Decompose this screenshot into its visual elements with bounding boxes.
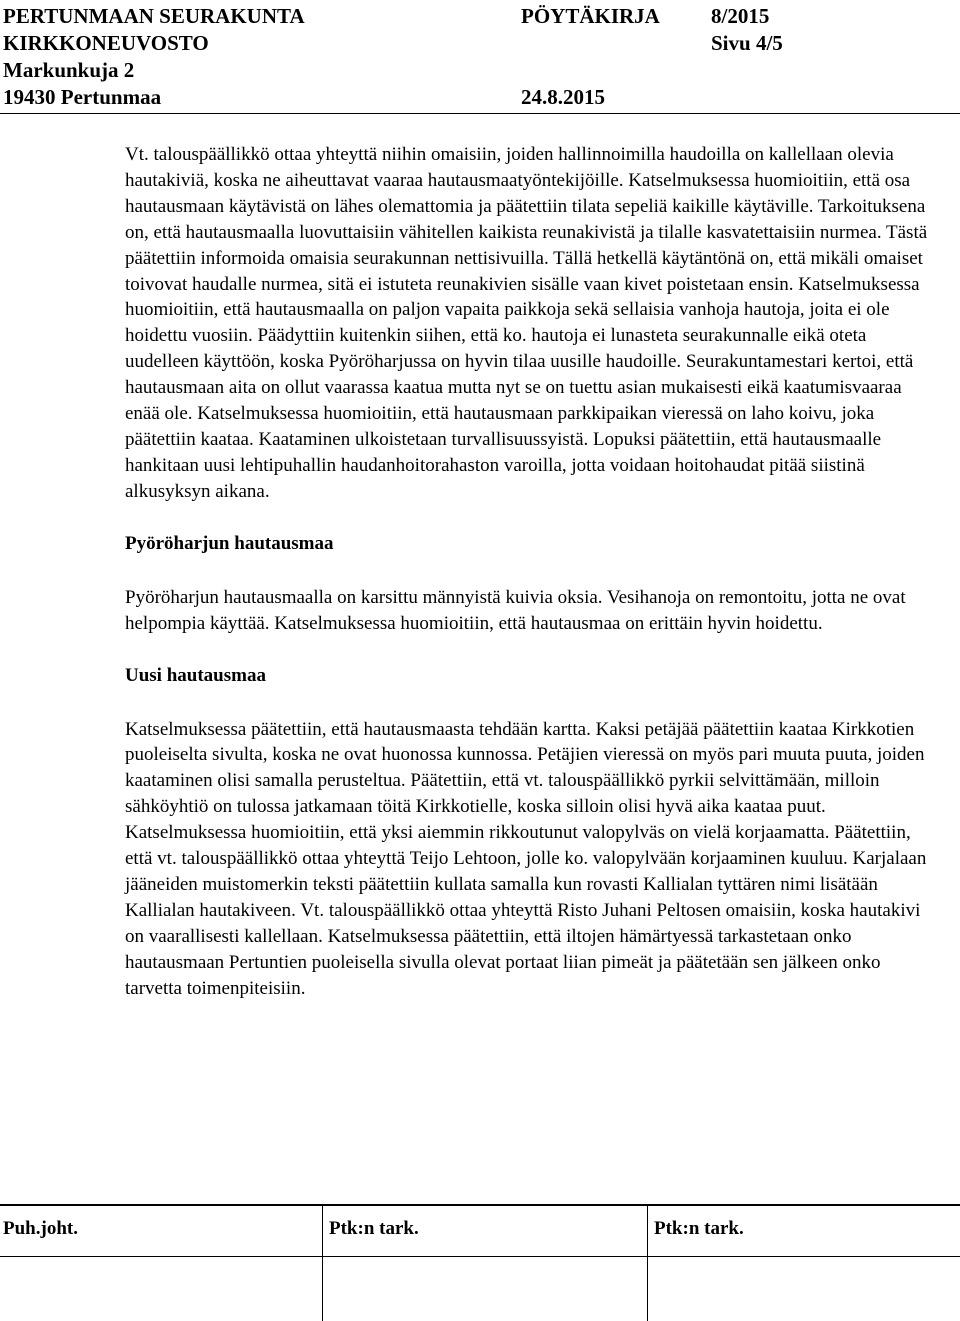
meeting-date: 24.8.2015 (521, 85, 605, 109)
header-row-1 (0, 3, 960, 30)
board-name: KIRKKONEUVOSTO (3, 31, 209, 55)
header-row-3 (0, 57, 960, 84)
document-header (0, 3, 960, 111)
organization-name: PERTUNMAAN SEURAKUNTA (3, 4, 305, 28)
heading-pyoroharju-cemetery: Pyöröharjun hautausmaa (125, 532, 334, 554)
document-type: PÖYTÄKIRJA (521, 4, 660, 28)
heading-new-cemetery: Uusi hautausmaa (125, 664, 266, 686)
signature-column-divider-1 (322, 1206, 323, 1321)
paragraph-old-cemetery: Vt. talouspäällikkö ottaa yhteyttä niihin omaisiin, joiden hallinnoimilla haudoilla on kallellaan olevia hautakiviä, koska ne aiheuttavat vaaraa hautausmaatyöntekijöille. Katselmuksessa huomioitiin, että osa hautausmaan käytävistä on lähes olemattomia ja päätettiin tilata sepeliä kaikille käytäville. Tarkoituksena on, että hautausmaalla luovuttaisiin vähitellen kaikista reunakivistä ja tilalle kasvatettaisiin nurmea. Tästä päätettiin informoida omaisia seurakunnan nettisivuilla. Tällä hetkellä käytäntönä on, että mikäli omaiset toivovat haudalle nurmea, sitä ei istuteta reunakivien sisälle vaan kivet poistetaan ensin. Katselmuksessa huomioitiin, että hautausmaalla on paljon vapaita paikkoja sekä sellaisia vanhoja hautoja, joita ei ole hoidettu vuosiin. Päädyttiin kuitenkin siihen, että ko. hautoja ei lunasteta seurakunnalle eikä oteta uudelleen käyttöön, koska Pyöröharjussa on hyvin tilaa uusille haudoille. Seurakuntamestari kertoi, että hautausmaan aita on ollut vaarassa kaatua mutta nyt se on tuettu asian mukaisesti eikä kaatumisvaaraa enää ole. Katselmuksessa huomioitiin, että hautausmaan parkkipaikan vieressä on laho koivu, joka päätettiin kaataa. Kaataminen ulkoistetaan turvallisuussyistä. Lopuksi päätettiin, että hautausmaalle hankitaan uusi lehtipuhallin haudanhoitorahaston varoilla, jotta voidaan hoitohaudat pitää siistinä alkusyksyn aikana. (125, 144, 928, 502)
signature-labels-row (0, 1206, 960, 1257)
signature-column-divider-2 (647, 1206, 648, 1321)
minutes-checker-1-label: Ptk:n tark. (329, 1218, 419, 1239)
header-divider (0, 113, 960, 114)
header-row-2 (0, 30, 960, 57)
document-body (125, 142, 940, 1001)
paragraph-new-cemetery: Katselmuksessa päätettiin, että hautausmaasta tehdään kartta. Kaksi petäjää päätettiin kaataa Kirkkotien puoleiselta sivulta, koska ne ovat huonossa kunnossa. Petäjien vieressä on myös pari muuta puuta, joiden kaataminen olisi samalla perusteltua. Päätettiin, että vt. talouspäällikkö pyrkii selvittämään, milloin sähköyhtiö on tulossa jatkamaan töitä Kirkkotielle, koska silloin olisi hyvä aika kaataa puut. Katselmuksessa huomioitiin, että yksi aiemmin rikkoutunut valopylväs on vielä korjaamatta. Päätettiin, että vt. talouspäällikkö ottaa yhteyttä Teijo Lehtoon, jolle ko. valopylvään korjaaminen kuuluu. Karjalaan jääneiden muistomerkin teksti päätettiin kullata samalla kun rovasti Kallialan tyttären nimi lisätään Kallialan hautakiveen. Vt. talouspäällikkö ottaa yhteyttä Risto Juhani Peltosen omaisiin, koska hautakivi on vaarallisesti kallellaan. Katselmuksessa päätettiin, että iltojen hämärtyessä tarkastetaan onko hautausmaan Pertuntien puoleisella sivulla olevat portaat liian pimeät ja päätetään sen jälkeen onko tarvetta toimenpiteisiin. (125, 718, 927, 999)
minutes-checker-2-label: Ptk:n tark. (654, 1218, 744, 1239)
document-number: 8/2015 (711, 4, 770, 28)
street-address: Markunkuja 2 (3, 58, 135, 82)
signature-table (0, 1204, 960, 1321)
page-number: Sivu 4/5 (711, 31, 783, 55)
header-row-4 (0, 84, 960, 111)
postal-address: 19430 Pertunmaa (3, 85, 162, 109)
paragraph-pyoroharju-cemetery: Pyöröharjun hautausmaalla on karsittu männyistä kuivia oksia. Vesihanoja on remontoitu, jotta ne ovat helpompia käyttää. Katselmuksessa huomioitiin, että hautausmaa on erittäin hyvin hoidettu. (125, 586, 906, 634)
chair-label: Puh.joht. (3, 1218, 78, 1239)
